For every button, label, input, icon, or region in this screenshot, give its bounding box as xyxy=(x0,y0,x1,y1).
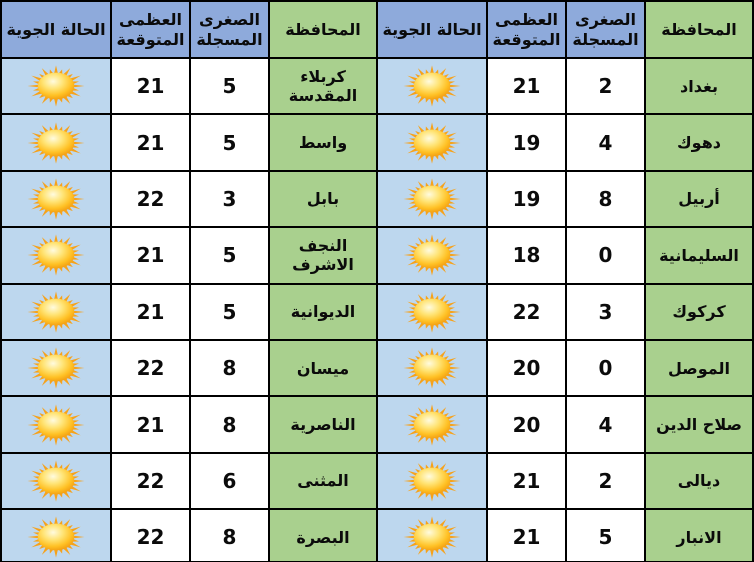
min-temp-cell: 5 xyxy=(190,227,269,283)
sun-icon xyxy=(25,345,87,391)
right_half-min-header: الصغرى المسجلة xyxy=(566,1,645,58)
left_half-province-header: المحافظة xyxy=(269,1,377,58)
sun-icon xyxy=(401,345,463,391)
province-cell: الموصل xyxy=(645,340,753,396)
max-temp-cell: 21 xyxy=(487,509,566,562)
sun-icon xyxy=(401,232,463,278)
max-temp-cell: 19 xyxy=(487,114,566,170)
min-temp-cell: 0 xyxy=(566,340,645,396)
min-temp-cell: 2 xyxy=(566,453,645,509)
sun-icon xyxy=(25,232,87,278)
province-cell: النجف الاشرف xyxy=(269,227,377,283)
sun-icon xyxy=(401,120,463,166)
weather-cell xyxy=(377,284,487,340)
min-temp-cell: 0 xyxy=(566,227,645,283)
province-cell: أربيل xyxy=(645,171,753,227)
sun-icon xyxy=(25,63,87,109)
min-temp-cell: 3 xyxy=(566,284,645,340)
weather-cell xyxy=(377,340,487,396)
sun-icon xyxy=(25,458,87,504)
province-cell: صلاح الدين xyxy=(645,396,753,452)
province-cell: السليمانية xyxy=(645,227,753,283)
min-temp-cell: 6 xyxy=(190,453,269,509)
province-cell: كركوك xyxy=(645,284,753,340)
max-temp-cell: 22 xyxy=(111,453,190,509)
sun-icon xyxy=(25,289,87,335)
max-temp-cell: 22 xyxy=(111,509,190,562)
weather-cell xyxy=(377,396,487,452)
min-temp-cell: 8 xyxy=(190,396,269,452)
sun-icon xyxy=(401,514,463,560)
max-temp-cell: 22 xyxy=(487,284,566,340)
province-cell: بغداد xyxy=(645,58,753,114)
max-temp-cell: 21 xyxy=(111,58,190,114)
province-cell: الانبار xyxy=(645,509,753,562)
sun-icon xyxy=(401,458,463,504)
weather-cell xyxy=(1,171,111,227)
max-temp-cell: 18 xyxy=(487,227,566,283)
min-temp-cell: 8 xyxy=(566,171,645,227)
province-cell: ميسان xyxy=(269,340,377,396)
max-temp-cell: 21 xyxy=(111,227,190,283)
sun-icon xyxy=(25,514,87,560)
sun-icon xyxy=(25,120,87,166)
weather-cell xyxy=(377,453,487,509)
weather-cell xyxy=(1,114,111,170)
sun-icon xyxy=(25,402,87,448)
province-cell: الديوانية xyxy=(269,284,377,340)
weather-cell xyxy=(1,340,111,396)
max-temp-cell: 22 xyxy=(111,171,190,227)
max-temp-cell: 20 xyxy=(487,340,566,396)
min-temp-cell: 4 xyxy=(566,114,645,170)
left_half-condition-header: الحالة الجوية xyxy=(1,1,111,58)
sun-icon xyxy=(401,289,463,335)
weather-table xyxy=(1,1,753,562)
max-temp-cell: 21 xyxy=(111,284,190,340)
weather-cell xyxy=(1,509,111,562)
left_half-max-header: العظمى المتوقعة xyxy=(111,1,190,58)
weather-cell xyxy=(377,509,487,562)
max-temp-cell: 21 xyxy=(111,396,190,452)
weather-cell xyxy=(377,58,487,114)
weather-cell xyxy=(377,171,487,227)
weather-cell xyxy=(1,396,111,452)
right_half-province-header: المحافظة xyxy=(645,1,753,58)
province-cell: واسط xyxy=(269,114,377,170)
weather-cell xyxy=(377,227,487,283)
min-temp-cell: 8 xyxy=(190,340,269,396)
province-cell: دهوك xyxy=(645,114,753,170)
sun-icon xyxy=(401,176,463,222)
max-temp-cell: 21 xyxy=(487,58,566,114)
min-temp-cell: 8 xyxy=(190,509,269,562)
weather-cell xyxy=(1,227,111,283)
province-cell: بابل xyxy=(269,171,377,227)
sun-icon xyxy=(401,402,463,448)
province-cell: ديالى xyxy=(645,453,753,509)
max-temp-cell: 19 xyxy=(487,171,566,227)
province-cell: المثنى xyxy=(269,453,377,509)
province-cell: الناصرية xyxy=(269,396,377,452)
left_half-min-header: الصغرى المسجلة xyxy=(190,1,269,58)
right_half-condition-header: الحالة الجوية xyxy=(377,1,487,58)
max-temp-cell: 20 xyxy=(487,396,566,452)
min-temp-cell: 5 xyxy=(190,114,269,170)
right_half-max-header: العظمى المتوقعة xyxy=(487,1,566,58)
min-temp-cell: 5 xyxy=(566,509,645,562)
sun-icon xyxy=(25,176,87,222)
weather-cell xyxy=(1,58,111,114)
max-temp-cell: 22 xyxy=(111,340,190,396)
province-cell: كربلاء المقدسة xyxy=(269,58,377,114)
max-temp-cell: 21 xyxy=(487,453,566,509)
weather-cell xyxy=(1,453,111,509)
max-temp-cell: 21 xyxy=(111,114,190,170)
min-temp-cell: 5 xyxy=(190,58,269,114)
sun-icon xyxy=(401,63,463,109)
min-temp-cell: 5 xyxy=(190,284,269,340)
min-temp-cell: 2 xyxy=(566,58,645,114)
min-temp-cell: 4 xyxy=(566,396,645,452)
weather-cell xyxy=(377,114,487,170)
weather-cell xyxy=(1,284,111,340)
province-cell: البصرة xyxy=(269,509,377,562)
min-temp-cell: 3 xyxy=(190,171,269,227)
